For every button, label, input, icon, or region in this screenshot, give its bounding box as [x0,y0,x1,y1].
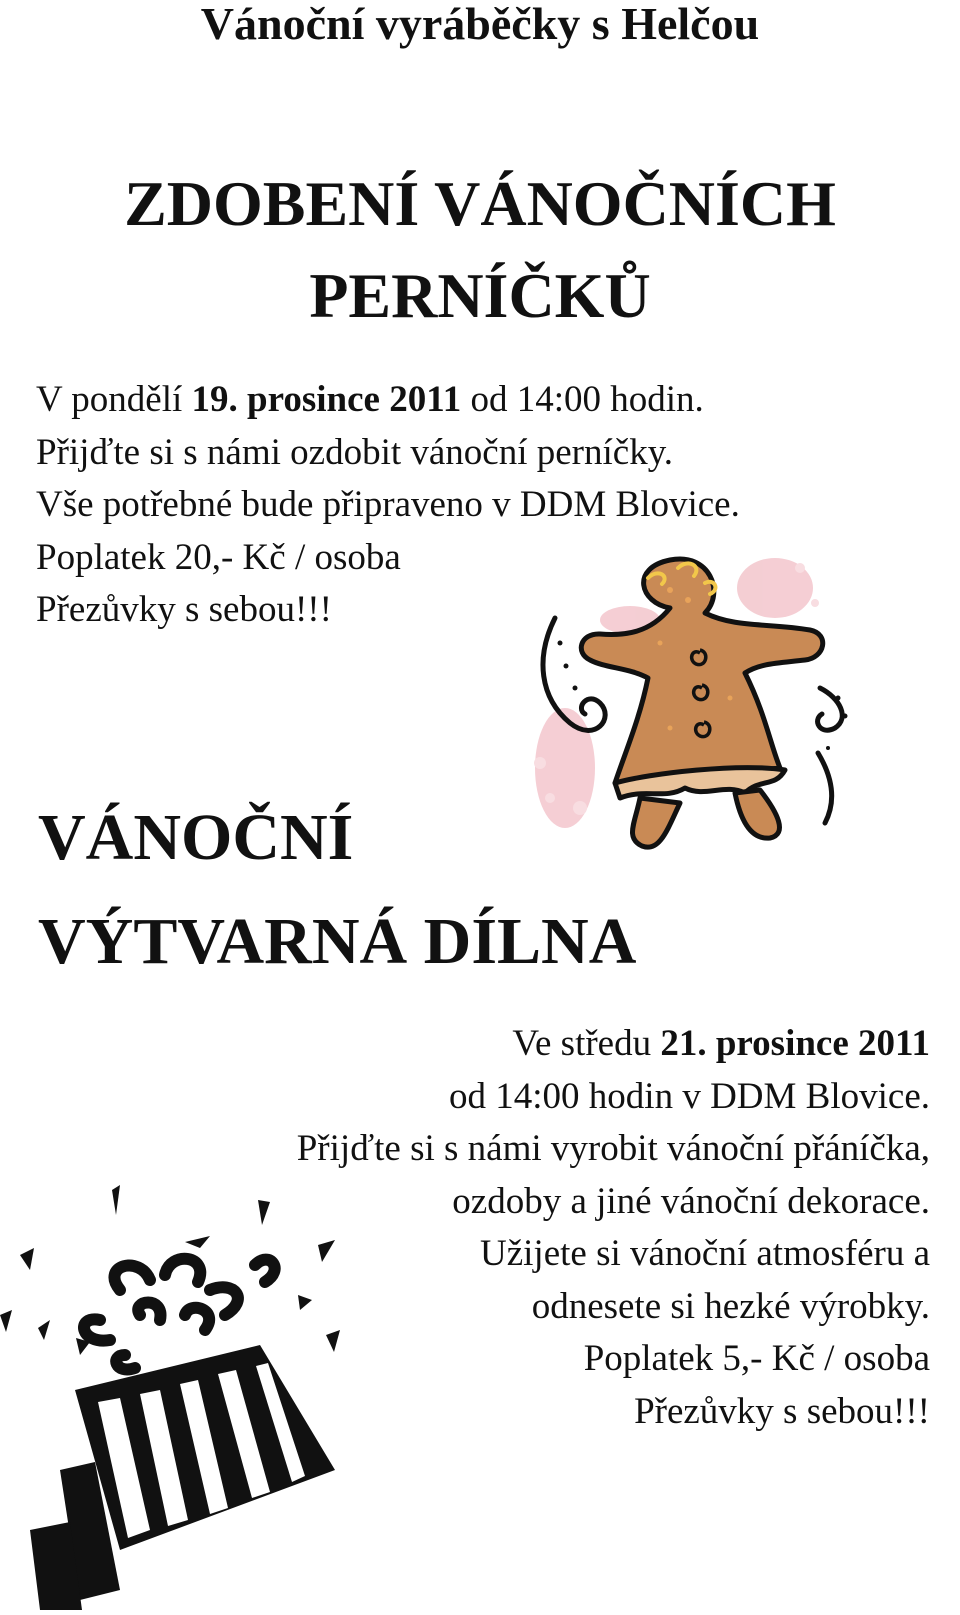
event2-date-prefix: Ve středu [512,1023,661,1064]
event1-date-suffix: od 14:00 hodin. [461,379,704,420]
gift-box-icon [0,1170,350,1610]
event2-title-line-1: VÁNOČNÍ [38,801,354,874]
event2-details [297,1018,930,1438]
event2-line: odnesete si hezké výrobky. [531,1285,930,1327]
event1-line: Vše potřebné bude připraveno v DDM Blovice. [36,484,740,525]
event2-line: Přezůvky s sebou!!! [634,1390,930,1432]
event2-line: ozdoby a jiné vánoční dekorace. [452,1180,930,1222]
event1-line: Přijďte si s námi ozdobit vánoční perníčky. [36,431,674,473]
event2-title-line-2: VÝTVARNÁ DÍLNA [38,905,637,978]
event2-line: od 14:00 hodin v DDM Blovice. [449,1075,930,1117]
event1-line: Poplatek 20,- Kč / osoba [36,536,401,578]
event1-title [0,158,960,342]
event2-line: Užijete si vánoční atmosféru a [480,1233,930,1274]
event2-line: Poplatek 5,- Kč / osoba [583,1338,930,1379]
event2-date: 21. prosince 2011 [660,1023,930,1064]
event1-date-prefix: V pondělí [36,379,192,420]
event1-date: 19. prosince 2011 [191,379,462,420]
event1-line: Přezůvky s sebou!!! [36,589,332,630]
event1-title-line-1: ZDOBENÍ VÁNOČNÍCH [124,168,836,239]
event2-title [38,786,636,994]
event2-date-line [297,1018,930,1071]
event2-line: Přijďte si s námi vyrobit vánoční přáníčka, [296,1128,930,1169]
event1-date-line [36,374,740,427]
event1-title-line-2: PERNÍČKŮ [309,260,651,331]
page-title: Vánoční vyráběčky s Helčou [200,0,760,49]
